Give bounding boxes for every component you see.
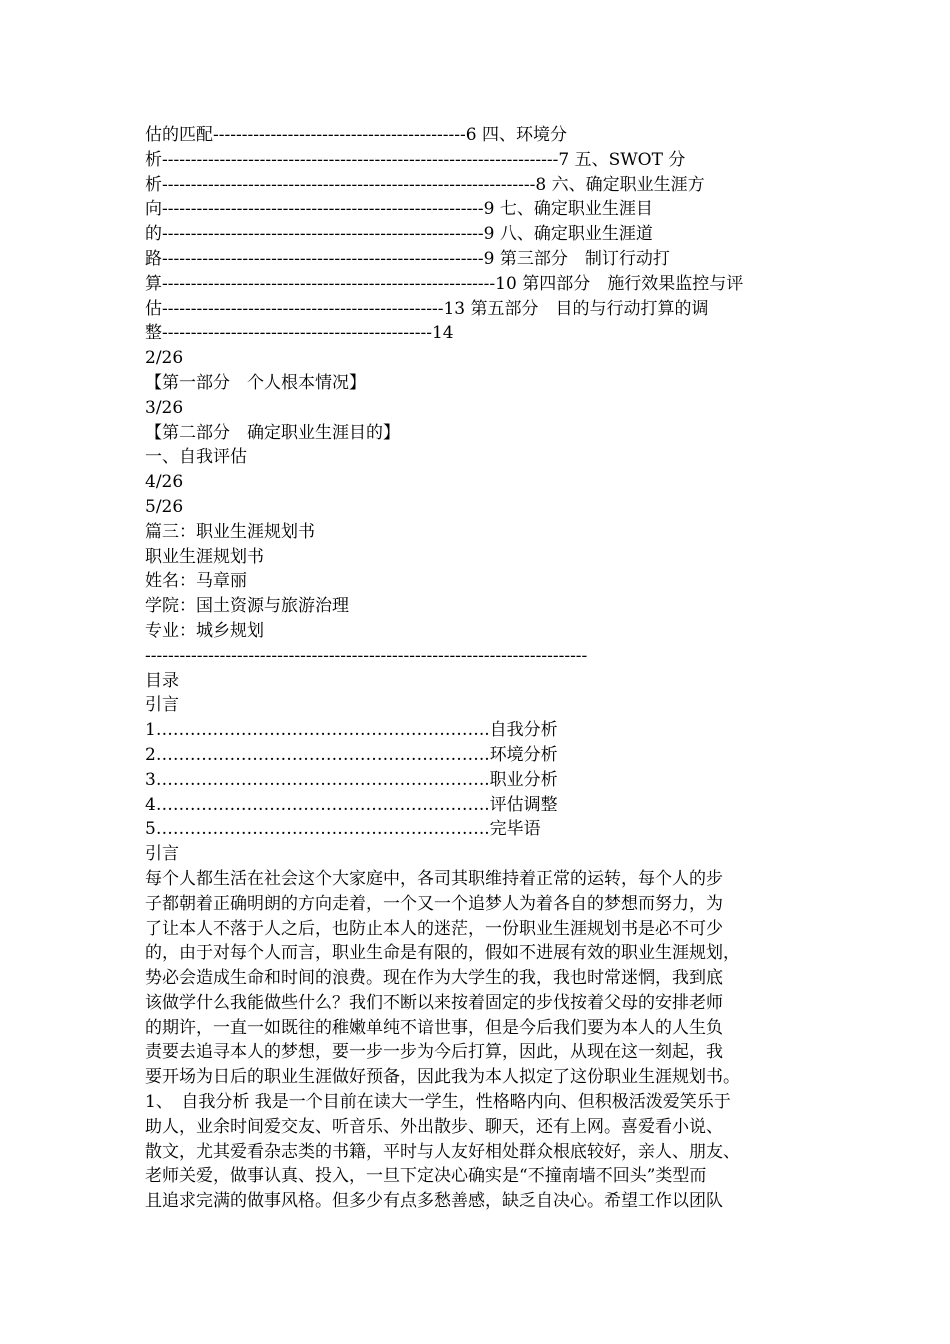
- page-number: 3/26: [145, 397, 184, 418]
- page-number: 2/26: [145, 348, 184, 369]
- paragraph-line: 的，由于对每个人而言，职业生命是有限的，假如不进展有效的职业生涯规划，: [145, 943, 740, 964]
- toc-item: 4…………………………………………………..评估调整: [145, 794, 558, 815]
- document-title: 职业生涯规划书: [145, 546, 264, 567]
- page-number: 5/26: [145, 496, 184, 517]
- article-header: 篇三：职业生涯规划书: [145, 521, 315, 542]
- paragraph-line: 责要去追寻本人的梦想，要一步一步为今后打算，因此，从现在这一刻起，我: [145, 1042, 723, 1063]
- toc-top-line: 整-----------------------------------------------14: [145, 323, 454, 344]
- paragraph-line: 子都朝着正确明朗的方向走着，一个又一个追梦人为着各自的梦想而努力，为: [145, 893, 723, 914]
- toc-item: 2…………………………………………………..环境分析: [145, 744, 558, 765]
- toc-top-line: 路--------------------------------------------------------9 第三部分 制订行动打: [145, 248, 670, 269]
- intro-heading: 引言: [145, 844, 179, 865]
- toc-top-line: 析---------------------------------------------------------------------7 五、SWOT 分: [145, 149, 686, 170]
- self-analysis-paragraph: [145, 1090, 815, 1214]
- document-page: [145, 123, 815, 1214]
- page-number: 4/26: [145, 472, 184, 493]
- paragraph-line: 势必会造成生命和时间的浪费。现在作为大学生的我，我也时常迷惘，我到底: [145, 968, 723, 989]
- toc-top-line: 向--------------------------------------------------------9 七、确定职业生涯目: [145, 199, 653, 220]
- paragraph-line: 的期许，一直一如既往的稚嫩单纯不谙世事，但是今后我们要为本人的人生负: [145, 1017, 723, 1038]
- major-line: 专业：城乡规划: [145, 620, 264, 641]
- toc-item: 5…………………………………………………..完毕语: [145, 819, 541, 840]
- section-heading: 一、自我评估: [145, 447, 247, 468]
- paragraph-line: 要开场为日后的职业生涯做好预备，因此我为本人拟定了这份职业生涯规划书。: [145, 1067, 740, 1088]
- toc-top-line: 析-----------------------------------------------------------------8 六、确定职业生涯方: [145, 174, 705, 195]
- paragraph-line: 了让本人不落于人之后，也防止本人的迷茫，一份职业生涯规划书是必不可少: [145, 918, 723, 939]
- toc-item: 1…………………………………………………..自我分析: [145, 720, 558, 741]
- paragraph-line: 老师关爱，做事认真、投入，一旦下定决心确实是“不撞南墙不回头”类型而: [145, 1166, 707, 1187]
- paragraph-line: 每个人都生活在社会这个大家庭中，各司其职维持着正常的运转，每个人的步: [145, 868, 723, 889]
- intro-paragraph: [145, 867, 815, 1090]
- toc-top-line: 估-------------------------------------------------13 第五部分 目的与行动打算的调: [145, 298, 709, 319]
- college-line: 学院：国土资源与旅游治理: [145, 596, 349, 617]
- name-line: 姓名：马章丽: [145, 571, 247, 592]
- paragraph-line: 该做学什么我能做些什么？我们不断以来按着固定的步伐按着父母的安排老师: [145, 992, 723, 1013]
- paragraph-line: 助人，业余时间爱交友、听音乐、外出散步、聊天，还有上网。喜爱看小说、: [145, 1116, 723, 1137]
- paragraph-line: 散文，尤其爱看杂志类的书籍，平时与人友好相处群众根底较好，亲人、朋友、: [145, 1141, 740, 1162]
- part-heading: 【第二部分 确定职业生涯目的】: [145, 422, 400, 443]
- paragraph-line: 1、 自我分析 我是一个目前在读大一学生，性格略内向、但积极活泼爱笑乐于: [145, 1092, 731, 1113]
- toc-top-line: 估的匹配--------------------------------------------6 四、环境分: [145, 125, 567, 145]
- separator-line: -----------------------------------------------------------------------------: [145, 645, 588, 666]
- part-heading: 【第一部分 个人根本情况】: [145, 372, 366, 393]
- toc-top-line: 算----------------------------------------------------------10 第四部分 施行效果监控与评: [145, 273, 744, 294]
- paragraph-line: 且追求完满的做事风格。但多少有点多愁善感，缺乏自决心。希望工作以团队: [145, 1191, 723, 1212]
- toc-label: 目录: [145, 670, 179, 691]
- intro-label: 引言: [145, 695, 179, 716]
- toc-item: 3…………………………………………………..职业分析: [145, 769, 558, 790]
- toc-top-line: 的--------------------------------------------------------9 八、确定职业生涯道: [145, 224, 653, 245]
